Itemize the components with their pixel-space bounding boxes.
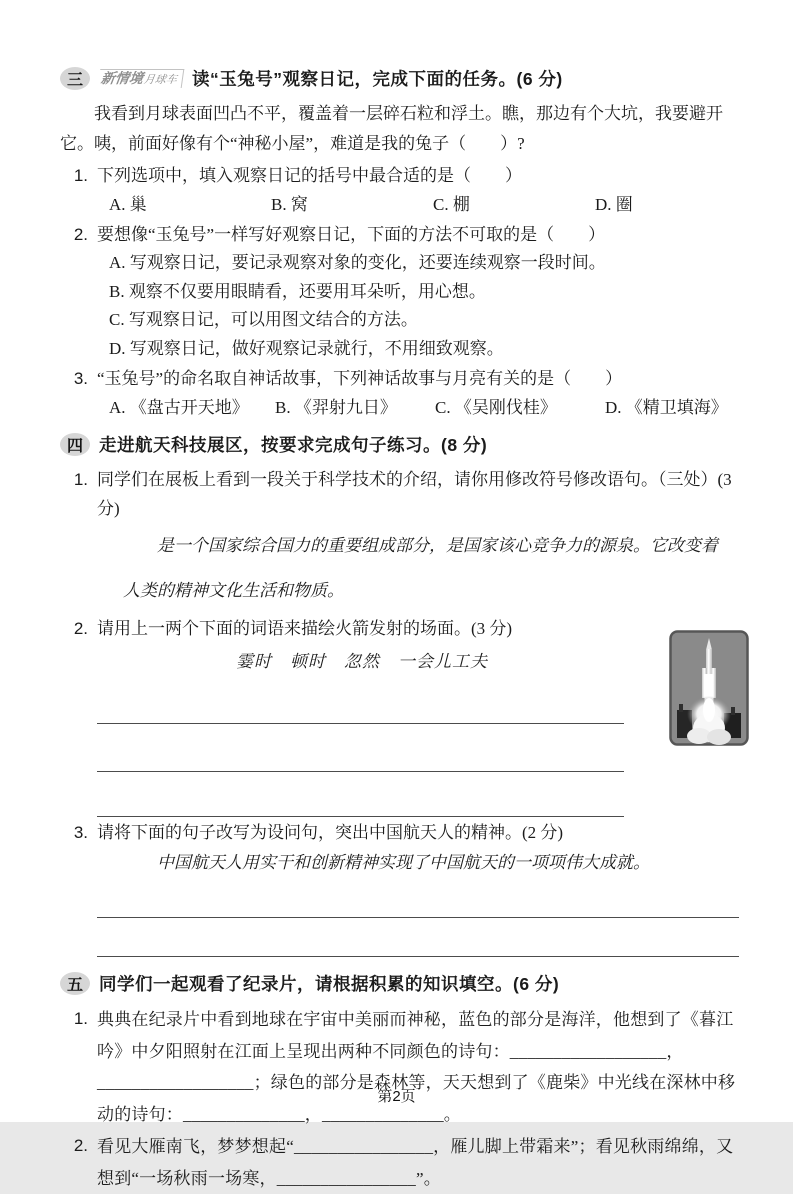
answer-line	[97, 879, 739, 918]
section-5-badge: 五	[60, 972, 90, 995]
question-number: 1.	[73, 1009, 88, 1028]
question-text: “玉兔号”的命名取自神话故事，下列神话故事与月亮有关的是（ ）	[97, 369, 623, 388]
question-3-2	[60, 220, 743, 363]
question-number: 1.	[73, 470, 88, 489]
tag-new-context-label: 新情境	[99, 70, 145, 86]
question-5-2	[60, 1131, 743, 1194]
question-text: 同学们在展板上看到一段关于科学技术的介绍，请你用修改符号修改语句。（三处）(3 分)	[97, 470, 732, 518]
section-5-header	[60, 971, 743, 996]
options-list	[97, 249, 743, 363]
option-a: A. 《盘古开天地》	[109, 398, 249, 417]
question-4-3	[60, 818, 743, 957]
option-a: A. 写观察日记，要记录观察对象的变化，还要连续观察一段时间。	[109, 253, 606, 272]
question-3-3	[60, 364, 743, 422]
new-context-tag	[98, 69, 185, 88]
question-number: 2.	[73, 1136, 88, 1155]
option-b: B. 《羿射九日》	[275, 398, 397, 417]
question-3-1	[60, 161, 743, 219]
editing-exercise-passage: 是一个国家综合国力的重要组成部分，是国家该心竞争力的源泉。它改变着人类的精神文化生活和物质。	[123, 536, 718, 600]
observation-diary-passage: 我看到月球表面凹凸不平，覆盖着一层碎石粒和浮土。瞧，那边有个大坑，我要避开它。咦，前面好像有个“神秘小屋”，难道是我的兔子（ ）?	[60, 104, 723, 153]
section-4-badge: 四	[60, 433, 90, 456]
section-3-title: 读“玉兔号”观察日记，完成下面的任务。(6 分)	[192, 69, 563, 89]
option-d: D. 写观察日记，做好观察记录就行，不用细致观察。	[109, 338, 504, 358]
question-text: 要想像“玉兔号”一样写好观察日记，下面的方法不可取的是（ ）	[97, 225, 606, 244]
section-4-header	[60, 432, 743, 457]
section-5-title: 同学们一起观看了纪录片，请根据积累的知识填空。(6 分)	[99, 974, 560, 994]
options-row	[97, 393, 743, 422]
question-text: 请将下面的句子改写为设问句，突出中国航天人的精神。(2 分)	[97, 823, 564, 842]
section-3-header	[60, 66, 743, 91]
question-4-2	[60, 614, 743, 817]
question-text: 请用上一两个下面的词语来描绘火箭发射的场面。(3 分)	[97, 619, 513, 638]
fill-in-blank-text: 典典在纪录片中看到地球在宇宙中美丽而神秘，蓝色的部分是海洋，他想到了《暮江吟》中夕阳照射在江面上呈现出两种不同颜色的诗句：__________________，__________________；绿色的部分是森林等，天天想到了《鹿柴》中光线在深林中移动的诗句：______________，______________。	[97, 1010, 736, 1124]
option-c: C. 《吴刚伐桂》	[435, 398, 557, 417]
option-d: D. 《精卫填海》	[605, 398, 728, 417]
question-number: 3.	[73, 369, 88, 388]
question-number: 1.	[73, 166, 88, 185]
question-number: 2.	[73, 225, 88, 244]
option-b: B. 窝	[271, 195, 308, 214]
options-row	[97, 190, 743, 219]
option-a: A. 巢	[109, 195, 147, 214]
tag-topic-label: 月球车	[142, 74, 178, 86]
rocket-launch-photo	[669, 630, 749, 755]
section-4-title: 走进航天科技展区，按要求完成句子练习。(8 分)	[99, 435, 488, 455]
option-b: B. 观察不仅要用眼睛看，还要用耳朵听，用心想。	[109, 281, 486, 301]
option-c: C. 棚	[433, 195, 470, 214]
section-3-badge: 三	[60, 67, 90, 90]
fill-in-blank-text: 看见大雁南飞，梦梦想起“________________，雁儿脚上带霜来”；看见秋雨绵绵，又想到“一场秋雨一场寒，________________”。	[97, 1137, 734, 1188]
question-number: 2.	[73, 619, 88, 638]
question-4-1	[60, 465, 743, 613]
rewrite-source-sentence: 中国航天人用实干和创新精神实现了中国航天的一项项伟大成就。	[157, 853, 650, 872]
page-number: 第2页	[377, 1088, 416, 1105]
word-bank: 霎时 顿时 忽然 一会儿工夫	[236, 652, 488, 671]
answer-line	[97, 772, 624, 817]
answer-line	[97, 676, 624, 724]
answer-line	[97, 918, 739, 957]
answer-line	[97, 724, 624, 772]
question-text: 下列选项中，填入观察日记的括号中最合适的是（ ）	[97, 166, 522, 185]
question-5-1	[60, 1004, 743, 1130]
question-number: 3.	[73, 823, 88, 842]
option-c: C. 写观察日记，可以用图文结合的方法。	[109, 310, 418, 329]
option-d: D. 圈	[595, 195, 633, 214]
